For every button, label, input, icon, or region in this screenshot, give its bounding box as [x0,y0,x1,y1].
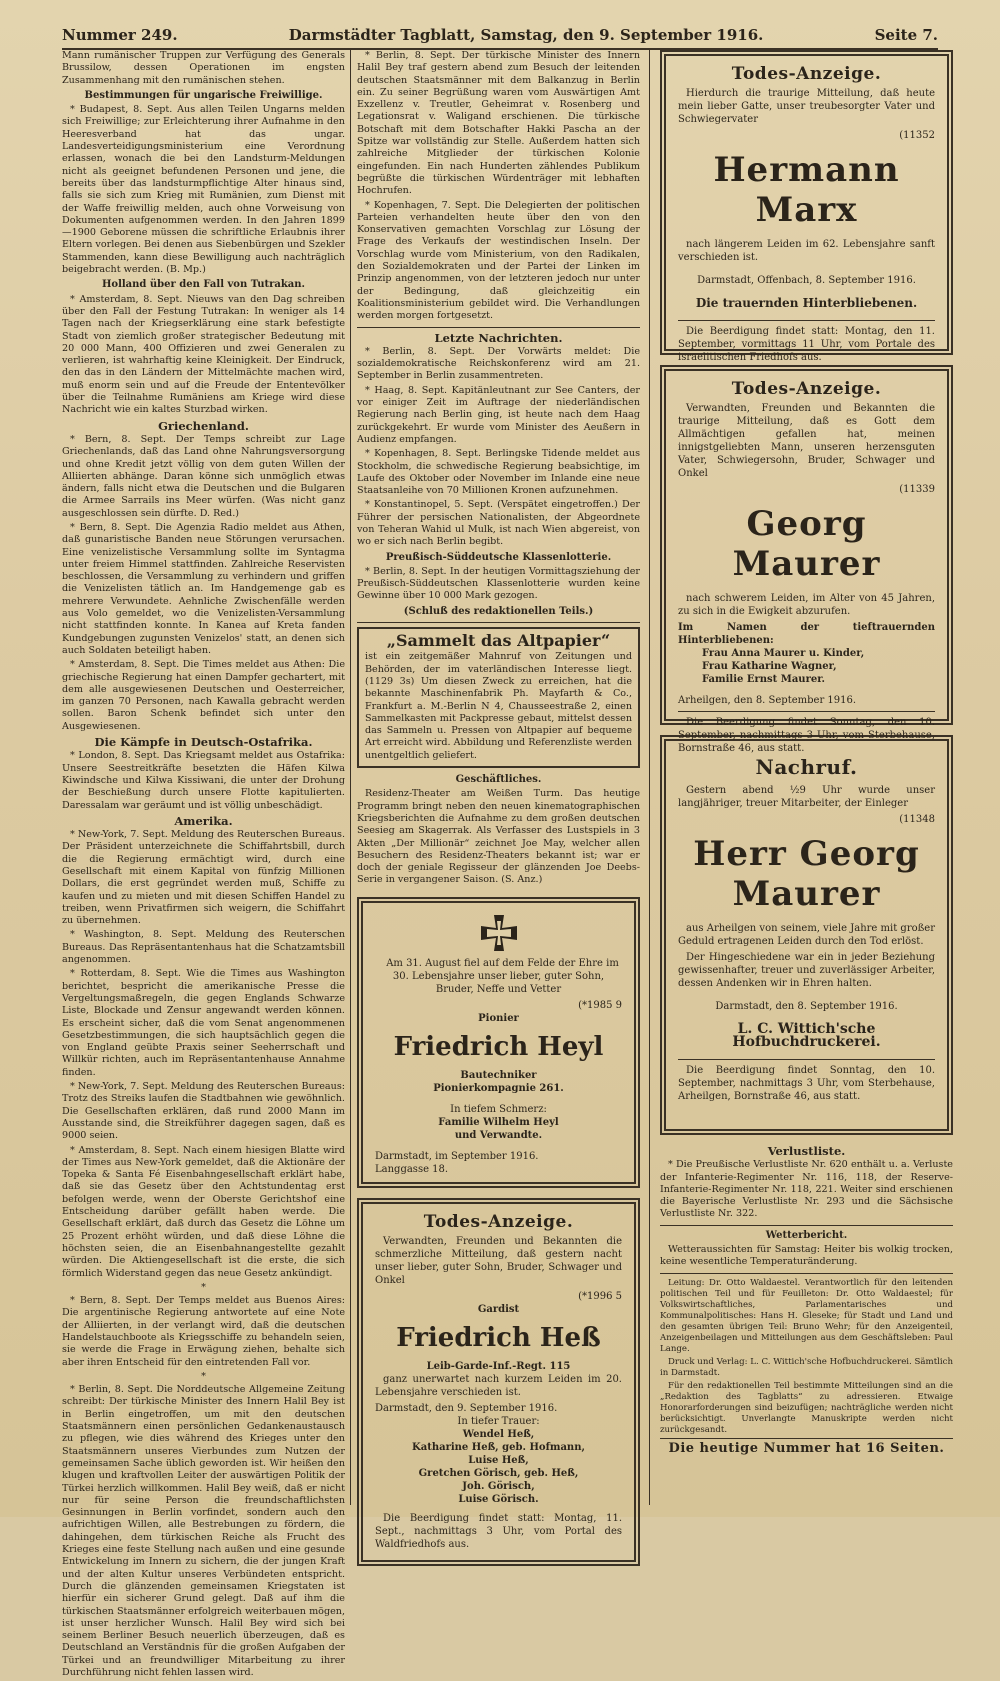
mourners-list [678,647,935,686]
page-count-notice: Die heutige Nummer hat 16 Seiten. [660,1438,953,1455]
deceased-name: Herr Georg Maurer [693,834,920,914]
article-paragraph: * Amsterdam, 8. Sept. Nach einem hiesigen Blatte wird der Times aus New-York gemeldet, daß die Aktionäre der Topeka & Santa Fé Eisenbahngesellschaft erklärt habe, daß sie das Gesetz über den Achtstundentag erst befolgen werde, wenn der Oberste Gerichtshof eine Entscheidung darüber gefällt haben werde. Die Gesellschaft erklärt, daß durch das Gesetz die Löhne um 25 Prozent erhöht würden, und daß diese Löhne die höchsten seien, die an Eisenbahnangestellte gezahlt würden. Die Aktiengesellschaft ist die erste, die sich förmlich Widerstand gegen das neue Gesetz ankündigt. [62,1144,345,1279]
rank: Gardist [477,1303,520,1315]
funeral-notice: Die Beerdigung findet statt: Montag, 11. Sept., nachmittags 3 Uhr, vom Portal des Waldfriedhofs aus. [375,1512,622,1550]
obituary-text: aus Arheilgen von seinem, viele Jahre mit großer Geduld ertragenen Leiden durch den Tod erlöst. [678,923,935,947]
article-paragraph: * Bern, 8. Sept. Die Agenzia Radio meldet aus Athen, daß gunaristische Banden neue Störungen verursachen. Eine venizelistische Versammlung sollte im Syntagma unter freiem Himmel stattfinden. Zahlreiche Reservisten beschlossen, die Versammlung zu verhindern und griffen die Venizelisten tätlich an. Im Handgemenge gab es mehrere Verwundete. Aehnliche Zwischenfälle werden aus Volo gemeldet, wo die Venizelisten-Versammlung nicht stattfinden konnte. In Kanea auf Kreta fanden Kundgebungen zugunsten Venizelos' statt, an denen sich auch Soldaten beteiligt haben. [62,521,345,656]
article-paragraph: * Bern, 8. Sept. Der Temps meldet aus Buenos Aires: Die argentinische Regierung antwortete auf eine Note der Alliierten, in der verlangt wird, daß die deutschen Handelstauchboote als Kriegsschiffe zu behandeln seien, sie werde die Frage in Erwägung ziehen, behalte sich aber ihren Entscheid für den eintretenden Fall vor. [62,1295,345,1368]
column-right [660,50,953,1455]
place-date: Darmstadt, den 9. September 1916. [375,1402,558,1414]
section-heading: Die Kämpfe in Deutsch-Ostafrika. [94,735,313,750]
article-paragraph: * Berlin, 8. Sept. In der heutigen Vormittagsziehung der Preußisch-Süddeutschen Klassenlotterie wurden keine Gewinne über 10 000 Mark gezogen. [357,565,640,602]
advert-text: ist ein zeitgemäßer Mahnruf von Zeitungen und Behörden, der im vaterländischen Interesse liegt. (1129 3s) Um diesen Zweck zu erreichen, hat die bekannte Maschinenfabrik Ph. Mayfarth & Co., Frankfurt a. M.-Berlin N 4, Chausseestraße 2, einen Sammelkasten mit Packpresse gebaut, mittelst dessen das Sammeln u. Pressen von Altpapier auf bequeme Art erreicht wird. Abbildung und Referenzliste werden unentgeltlich geliefert. [365,651,632,761]
section-heading: Bestimmungen für ungarische Freiwillige. [84,89,323,101]
iron-cross-icon [479,913,519,953]
obituary-heyl [357,897,640,1188]
deceased-name: Hermann Marx [713,150,900,230]
impressum: Für den redaktionellen Teil bestimmte Mitteilungen sind an die „Redaktion des Tagblatts“ zu adressieren. Etwaige Honorarforderungen sind beizufügen; nachträgliche werden nicht berücksichtigt. Unverlangte Manuskripte werden nicht zurückgesandt. [660,1380,953,1435]
funeral-notice: Die Beerdigung findet Sonntag, den 10. September, nachmittags 3 Uhr, vom Sterbehause, Arheilgen, Bornstraße 46, aus statt. [678,1065,935,1102]
funeral-notice: Die Beerdigung findet Sonntag, den 10. September, nachmittags 3 Uhr, vom Sterbehause, Bornstraße 46, aus statt. [678,717,935,754]
article-paragraph: * Bern, 8. Sept. Der Temps schreibt zur Lage Griechenlands, daß das Land ohne Nahrungsversorgung und ohne Kredit jetzt völlig von dem guten Willen der Alliierten abhänge. Daran könne sich unmöglich etwas ändern, falls nicht etwa die Deutschen und die Bulgaren die Armee Sarrails ins Meer würfen. (Was nicht ganz ausgeschlossen sein dürfte. D. Red.) [62,433,345,519]
article-paragraph: * New-York, 7. Sept. Meldung des Reuterschen Bureaus. Der Präsident unterzeichnete die Schiffahrtsbill, durch die die Regierung ermächtigt wird, durch eine Gesellschaft mit einem Kapital von fünfzig Millionen Dollars, die erst gegründet werden muß, Schiffe zu kaufen und zu mieten und mit diesen Schiffen Handel zu treiben, wenn Privatfirmen sich weigern, die Schiffahrt zu übernehmen. [62,829,345,927]
mourners: Die trauernden Hinterbliebenen. [695,296,918,310]
mourners-list [375,1428,622,1506]
column-divider [649,50,650,1505]
article-paragraph: * Amsterdam, 8. Sept. Die Times meldet aus Athen: Die griechische Regierung hat einen Dampfer gechartert, mit dem alle ausgewiesenen Deutschen und Oesterreicher, im ganzen 70 Personen, nach Kawalla gebracht werden sollen. Baron Schenk befindet sich unter den Ausgewiesenen. [62,659,345,732]
column-divider [350,50,351,1505]
issue-number: Nummer 249. [62,26,178,44]
obituary-intro: Am 31. August fiel auf dem Felde der Ehre im 30. Lebensjahre unser lieber, guter Sohn, Bruder, Neffe und Vetter [386,957,619,995]
firm-name: L. C. Wittich'sche Hofbuchdruckerei. [732,1021,881,1050]
obituary-nachruf [660,735,953,1135]
article-paragraph: * New-York, 7. Sept. Meldung des Reuterschen Bureaus: Trotz des Streiks laufen die Stadtbahnen wie gewöhnlich. Die Gesellschaften erklären, daß rund 2000 Mann im Ausstande sind, die Streikführer dagegen sagen, daß es 9000 seien. [62,1081,345,1142]
obituary-hess [357,1198,640,1566]
rank: Pionier [478,1012,519,1024]
divider [678,1059,935,1060]
article-paragraph: * Berlin, 8. Sept. Die Norddeutsche Allgemeine Zeitung schreibt: Der türkische Minister des Innern Halil Bey ist in Berlin eingetroffen, um mit den deutschen Staatsmännern einen persönlichen Gedankenaustausch zu pflegen, wie dies während des Krieges unter den Staatsmännern unseres Vierbundes zum Nutzen der gemeinsamen Sache üblich geworden ist. Wir heißen den klugen und kraftvollen Leiter der auswärtigen Politik der Türkei herzlich willkommen. Halil Bey weiß, daß er nicht nur für seine Person die freundschaftlichsten Gesinnungen in Berlin vorfindet, sondern auch den aufrichtigen Willen, alle Bestrebungen zu fördern, die dahingehen, dem türkischen Reiche als Frucht des Krieges eine feste Stellung nach außen und eine gesunde Entwickelung im Innern zu sichern, die der jungen Kraft und der alten Kultur unseres Verbündeten entspricht. Durch die glänzenden gemeinsamen Kriegstaten ist hierfür ein sicherer Grund gelegt. Daß auf ihm die türkischen Staatsmänner erfolgreich weiterbauen mögen, ist unser herzlicher Wunsch. Halil Bey wird sich bei seinem Berliner Besuch neuerlich überzeugen, daß es Deutschland an Verständnis für die großen Aufgaben der Türkei und an freundwilliger Mitarbeitung zu ihrer Durchführung nicht fehlen lassen wird. [62,1384,345,1678]
end-of-editorial: (Schluß des redaktionellen Teils.) [403,605,594,617]
section-heading: Letzte Nachrichten. [434,330,563,345]
obituary-intro: Verwandten, Freunden und Bekannten die schmerzliche Mitteilung, daß gestern nacht unser lieber, guter Sohn, Bruder, Schwager und Onkel [375,1235,622,1286]
ad-reference: (11339 [899,484,935,495]
place-date: Darmstadt, Offenbach, 8. September 1916. [697,275,916,286]
page-number: Seite 7. [874,26,938,44]
article-paragraph: * Haag, 8. Sept. Kapitänleutnant zur See Canters, der vor einiger Zeit im Auftrage der niederländischen Regierung nach Berlin ging, ist heute nach dem Haag zurückgekehrt. Er wurde vom Minister des Aeußern in Audienz empfangen. [357,384,640,445]
separator-star: * [201,1281,206,1293]
separator-star: * [201,1370,206,1382]
section-heading: Holland über den Fall von Tutrakan. [101,279,306,291]
mourner-name: Familie Ernst Maurer. [702,674,826,685]
funeral-notice: Die Beerdigung findet statt: Montag, den 11. September, vormittags 11 Uhr, vom Portale des israelitischen Friedhofs aus. [678,326,935,363]
section-heading: Amerika. [174,813,233,828]
mourner-name: Joh. Görisch, [462,1480,535,1492]
advert-title: „Sammelt das Altpapier“ [386,631,611,651]
section-heading: Griechenland. [158,418,249,433]
mourner-name: Luise Görisch. [458,1493,539,1505]
column-left [62,50,345,1681]
mourners: Familie Wilhelm Heyl [438,1116,559,1128]
ad-reference: (11348 [899,814,935,825]
divider [660,1225,953,1226]
address: Langgasse 18. [375,1163,449,1175]
obituary-text: nach schwerem Leiden, im Alter von 45 Jahren, zu sich in die Ewigkeit abzurufen. [678,593,935,617]
article-paragraph: * Budapest, 8. Sept. Aus allen Teilen Ungarns melden sich Freiwillige; zur Erleichterung ihrer Aufnahme in den Heeresverband hat das ungar. Landesverteidigungsministerium eine Verordnung erlassen, wonach die bei den Landsturm-Meldungen nicht als geeignet befundenen Personen und jene, die bereits über das landsturmpflichtige Alter hinaus sind, falls sie sich zum Krieg mit Rumänien, zum Dienst mit der Waffe freiwillig melden, auch ohne Vorweisung von Dokumenten aufgenommen werden. In den Jahren 1899—1900 Geborene müssen die schriftliche Erlaubnis ihrer Eltern vorlegen. Bei denen aus Siebenbürgen und Szekler Stammenden, kann diese Bewilligung auch nachträglich beigebracht werden. (B. Mp.) [62,104,345,276]
place-date: Darmstadt, im September 1916. [375,1150,539,1162]
deceased-name: Georg Maurer [732,504,881,584]
article-paragraph: Mann rumänischer Truppen zur Verfügung des Generals Brussilow, dessen Operationen im engsten Zusammenhang mit den rumänischen stehen. [62,50,345,86]
section-heading: Preußisch-Süddeutsche Klassenlotterie. [385,551,612,563]
divider [678,711,935,712]
obituary-intro: Hierdurch die traurige Mitteilung, daß heute mein lieber Gatte, unser treubesorgter Vater und Schwiegervater [678,88,935,125]
mourner-name: Luise Heß, [468,1454,529,1466]
masthead [62,26,938,50]
occupation: Bautechniker [460,1069,537,1081]
mourner-name: Frau Katharine Wagner, [702,661,837,672]
deceased-name: Friedrich Heyl [393,1031,604,1062]
grief-line: In tiefer Trauer: [457,1415,540,1427]
article-paragraph: * Amsterdam, 8. Sept. Nieuws van den Dag schreiben über den Fall der Festung Tutrakan: In weniger als 14 Tagen nach der Kriegserklärung eine stark befestigte Stadt von ziemlich großer strategischer Bedeutung mit 20 000 Mann, 400 Offizieren und zwei Generalen zu verlieren, ist wahrhaftig keine Kleinigkeit. Der Eindruck, den das in den Ländern der Mittelmächte machen wird, muß enorm sein und auf die Freude der Ententevölker über die Teilnahme Rumäniens am Kriege wird diese Nachricht wie ein kaltes Sturzbad wirken. [62,293,345,416]
obituary-text: nach längerem Leiden im 62. Lebensjahre sanft verschieden ist. [678,239,935,263]
obituary-title: Nachruf. [755,755,858,779]
section-heading: Verlustliste. [767,1144,846,1158]
article-paragraph: * Konstantinopel, 5. Sept. (Verspätet eingetroffen.) Der Führer der persischen Nationalisten, der Abgeordnete von Teheran Wahid ul Mulk, ist nach Wien abgereist, von wo er sich nach Berlin begibt. [357,499,640,548]
article-paragraph: Residenz-Theater am Weißen Turm. Das heutige Programm bringt neben den neuen kinematographischen Kriegsberichten die Aufnahme zu dem großen deutschen Seesieg am Skagerrak. Als Verfasser des Lustspiels in 3 Akten „Der Millionär“ zeichnet Joe May, welcher allen Besuchern des Residenz-Theaters bekannt ist; war er doch der geniale Regisseur der glänzenden Joe Deebs-Serie in vergangener Saison. (S. Anz.) [357,788,640,886]
unit: Leib-Garde-Inf.-Regt. 115 [426,1360,571,1372]
deceased-name: Friedrich Heß [396,1322,601,1353]
mourner-name: Gretchen Görisch, geb. Heß, [418,1467,579,1479]
obituary-intro: Gestern abend ½9 Uhr wurde unser langjähriger, treuer Mitarbeiter, der Einleger [678,785,935,809]
article-paragraph: * Kopenhagen, 7. Sept. Die Delegierten der politischen Parteien verhandelten heute über den von den Konservativen gemachten Vorschlag zur Lösung der Frage des Verkaufs der westindischen Inseln. Der Vorschlag wurde vom Ministerium, von den Radikalen, den Sozialdemokraten und der Partei der Linken im Prinzip angenommen, von der letzteren jedoch nur unter der Bedingung, daß gleichzeitig ein Koalitionsministerium gebildet wird. Die Verhandlungen werden morgen fortgesetzt. [357,199,640,322]
advert-altpapier [357,627,640,768]
obituary-text: ganz unerwartet nach kurzem Leiden im 20. Lebensjahre verschieden ist. [375,1373,622,1398]
article-paragraph: Wetteraussichten für Samstag: Heiter bis wolkig trocken, keine wesentliche Temperaturänderung. [660,1244,953,1268]
grief-line: In tiefem Schmerz: [450,1103,547,1115]
obituary-intro: Verwandten, Freunden und Bekannten die traurige Mitteilung, daß es Gott dem Allmächtigen gefallen hat, meinen innigstgeliebten Mann, unseren herzensguten Vater, Schwiegersohn, Bruder, Schwager und Onkel [678,403,935,479]
article-paragraph: * London, 8. Sept. Das Kriegsamt meldet aus Ostafrika: Unsere Seestreitkräfte besetzten die Häfen Kilwa Kiwindsche und Kilwa Kissiwani, die unter der Drohung der Beschießung durch unsere Flotte kapitulierten. Daressalam war geräumt und ist völlig unbeschädigt. [62,750,345,811]
place-date: Darmstadt, den 8. September 1916. [715,1001,898,1012]
divider [357,327,640,328]
obituary-marx [660,50,953,363]
newspaper-title: Darmstädter Tagblatt, Samstag, den 9. September 1916. [288,26,764,44]
obituary-title: Todes-Anzeige. [731,379,882,399]
unit: Pionierkompagnie 261. [433,1082,564,1094]
article-paragraph: * Berlin, 8. Sept. Der Vorwärts meldet: Die sozialdemokratische Reichskonferenz wird am 21. September in Berlin zusammentreten. [357,345,640,382]
mourner-name: Katharine Heß, geb. Hofmann, [412,1441,585,1453]
article-paragraph: * Berlin, 8. Sept. Der türkische Minister des Innern Halil Bey traf gestern abend zum Besuch der leitenden deutschen Staatsmänner mit dem Balkanzug in Berlin ein. Zu seiner Begrüßung waren vom Auswärtigen Amt Exzellenz v. Treutler, Geheimrat v. Rosenberg und Legationsrat v. Waligand erschienen. Die türkische Botschaft mit dem Botschafter Hakki Pascha an der Spitze war vollständig zur Stelle. Außerdem hatten sich zahlreiche Mitglieder der türkischen Kolonie eingefunden. Ein nach Hunderten zählendes Publikum begrüßte die türkischen Würdenträger mit lebhaften Hochrufen. [357,50,640,197]
divider [660,1273,953,1274]
section-heading: Wetterbericht. [765,1229,848,1241]
column-middle [357,50,640,1576]
article-paragraph: * Rotterdam, 8. Sept. Wie die Times aus Washington berichtet, bespricht die amerikanische Presse die Vergeltungsmaßregeln, die gegen Englands Schwarze Liste, Blockade und Zensur angewandt werden können. Es erscheint sicher, daß die vom Senat angenommenen Gesetzbestimmungen, die sich hauptsächlich gegen die von England geübte Praxis seiner Seeherrschaft und Willkür richten, auch im Repräsentantenhause Annahme finden. [62,968,345,1078]
impressum: Leitung: Dr. Otto Waldaestel. Verantwortlich für den leitenden politischen Teil und für Feuilleton: Dr. Otto Waldaestel; für Volkswirtschaftliches, Parlamentarisches und Kommunalpolitisches: Hans H. Gleseke; für Stadt und Land und den gesamten übrigen Teil: Bruno Wehr; für den Anzeigenteil, Anzeigenbeilagen und Mitteilungen aus dem Geschäftsleben: Paul Lange. [660,1277,953,1354]
obituary-title: Todes-Anzeige. [731,64,882,84]
article-paragraph: * Washington, 8. Sept. Meldung des Reuterschen Bureaus. Das Repräsentantenhaus hat die Schatzamtsbill angenommen. [62,929,345,966]
mourner-name: Wendel Heß, [462,1428,535,1440]
obituary-text: Der Hingeschiedene war ein in jeder Beziehung gewissenhafter, treuer und zuverlässiger Arbeiter, dessen Andenken wir in Ehren halten. [678,952,935,989]
mourners: und Verwandte. [454,1129,543,1141]
ad-reference: (*1985 9 [578,999,622,1011]
divider [678,320,935,321]
ad-reference: (*1996 5 [578,1290,622,1302]
obituary-title: Todes-Anzeige. [423,1211,574,1232]
obituary-maurer [660,365,953,754]
ad-reference: (11352 [899,130,935,141]
section-heading: Geschäftliches. [455,774,542,786]
grief-line: Im Namen der tieftrauernden Hinterbliebenen: [678,622,935,646]
mourner-name: Frau Anna Maurer u. Kinder, [702,648,865,659]
divider [357,622,640,623]
article-paragraph: * Kopenhagen, 8. Sept. Berlingske Tidende meldet aus Stockholm, die schwedische Regierung beabsichtige, im Laufe des Oktober oder November im Inlande eine neue Staatsanleihe von 70 Millionen Kronen aufzunehmen. [357,448,640,497]
place-date: Arheilgen, den 8. September 1916. [678,695,857,706]
article-paragraph: * Die Preußische Verlustliste Nr. 620 enthält u. a. Verluste der Infanterie-Regimenter Nr. 116, 118, der Reserve-Infanterie-Regimenter Nr. 118, 221. Weiter sind erschienen die Bayerische Verlustliste Nr. 293 und die Sächsische Verlustliste Nr. 322. [660,1159,953,1220]
impressum: Druck und Verlag: L. C. Wittich'sche Hofbuchdruckerei. Sämtlich in Darmstadt. [660,1356,953,1378]
